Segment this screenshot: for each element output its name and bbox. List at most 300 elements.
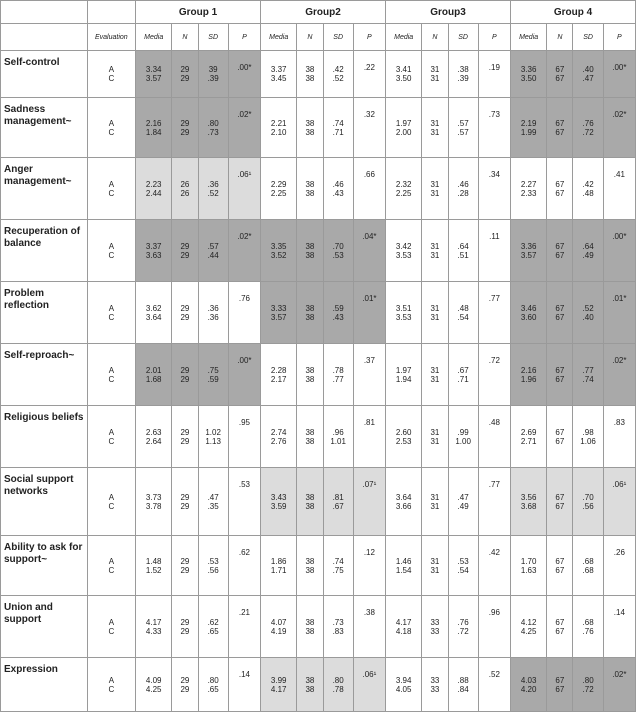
value-a: 1.46 xyxy=(395,556,412,566)
value-c: .40 xyxy=(582,312,594,322)
value-a: .67 xyxy=(457,365,469,375)
value-c: .49 xyxy=(457,501,469,511)
p-value-cell: .02* xyxy=(603,98,635,158)
value-c: 29 xyxy=(180,626,190,636)
value-c: 4.17 xyxy=(270,684,287,694)
value-a: 4.17 xyxy=(145,617,162,627)
value-a: 3.62 xyxy=(145,303,162,313)
value-a: 31 xyxy=(430,118,440,128)
value-c: 29 xyxy=(180,684,190,694)
value-a: 3.37 xyxy=(270,65,287,74)
row-label: Sadness management~ xyxy=(1,98,88,158)
value-a: .59 xyxy=(332,303,344,313)
row-label: Expression xyxy=(1,658,88,712)
value-a: 3.33 xyxy=(270,303,287,313)
media-cell xyxy=(136,406,172,468)
value-a: .42 xyxy=(332,65,344,74)
sd-cell xyxy=(198,51,228,98)
value-a: .57 xyxy=(457,118,469,128)
sd-cell xyxy=(323,658,353,712)
table-row xyxy=(1,344,636,406)
value-c: .77 xyxy=(332,374,344,384)
value-c: 3.50 xyxy=(395,74,412,83)
n-cell xyxy=(297,658,323,712)
n-cell xyxy=(297,468,323,536)
media-cell xyxy=(136,344,172,406)
value-a: .80 xyxy=(582,675,594,685)
value-c: 2.44 xyxy=(145,188,162,198)
n-cell xyxy=(297,51,323,98)
row-label: Problem reflection xyxy=(1,282,88,344)
value-a: 3.94 xyxy=(395,675,412,685)
value-c: .71 xyxy=(457,374,469,384)
value-c: .28 xyxy=(457,188,469,198)
value-a: 38 xyxy=(305,365,315,375)
n-cell xyxy=(297,98,323,158)
value-c: .52 xyxy=(207,188,219,198)
media-cell xyxy=(136,51,172,98)
sd-cell xyxy=(573,596,603,658)
evaluation-c: C xyxy=(108,626,115,636)
n-cell xyxy=(422,282,448,344)
sd-cell xyxy=(448,344,478,406)
value-c: 38 xyxy=(305,626,315,636)
value-a: 38 xyxy=(305,675,315,685)
value-c: 1.63 xyxy=(520,565,537,575)
value-c: 2.25 xyxy=(395,188,412,198)
media-cell xyxy=(261,51,297,98)
value-c: 1.68 xyxy=(145,374,162,384)
media-header: Media xyxy=(136,24,172,51)
p-value-cell: .00* xyxy=(603,51,635,98)
value-a: 3.99 xyxy=(270,675,287,685)
value-a: 26 xyxy=(180,179,190,189)
row-label: Self-reproach~ xyxy=(1,344,88,406)
n-cell xyxy=(172,406,198,468)
sd-cell xyxy=(573,282,603,344)
sd-cell xyxy=(573,344,603,406)
evaluation-a: A xyxy=(108,556,115,566)
media-cell xyxy=(261,406,297,468)
value-a: .70 xyxy=(332,241,344,251)
value-a: .80 xyxy=(207,118,219,128)
sd-cell xyxy=(323,406,353,468)
p-value-cell: .01* xyxy=(353,282,385,344)
evaluation-cell xyxy=(87,282,135,344)
value-a: 3.42 xyxy=(395,241,412,251)
corner-cell xyxy=(1,24,88,51)
n-header: N xyxy=(422,24,448,51)
row-label: Social support networks xyxy=(1,468,88,536)
value-c: .73 xyxy=(207,127,219,137)
value-c: 2.76 xyxy=(270,436,287,446)
media-cell xyxy=(386,220,422,282)
value-c: 4.20 xyxy=(520,684,537,694)
p-header: P xyxy=(353,24,385,51)
value-c: 1.06 xyxy=(580,436,596,446)
value-a: 29 xyxy=(180,492,190,502)
value-a: 67 xyxy=(555,617,565,627)
value-a: .68 xyxy=(582,556,594,566)
value-a: 1.97 xyxy=(395,118,412,128)
value-c: 3.63 xyxy=(145,250,162,260)
n-cell xyxy=(547,344,573,406)
value-c: 33 xyxy=(430,626,440,636)
value-c: 1.00 xyxy=(455,436,471,446)
value-c: .65 xyxy=(207,626,219,636)
value-a: 4.09 xyxy=(145,675,162,685)
sd-cell xyxy=(448,220,478,282)
value-c: 29 xyxy=(180,312,190,322)
sd-cell xyxy=(323,596,353,658)
n-cell xyxy=(297,406,323,468)
n-cell xyxy=(172,158,198,220)
n-cell xyxy=(297,220,323,282)
media-cell xyxy=(510,406,546,468)
value-a: 29 xyxy=(180,241,190,251)
p-value-cell: .83 xyxy=(603,406,635,468)
sd-cell xyxy=(198,344,228,406)
value-c: 3.50 xyxy=(520,74,537,83)
value-a: .36 xyxy=(207,303,219,313)
value-a: 29 xyxy=(180,303,190,313)
corner-cell xyxy=(1,1,88,24)
value-c: .43 xyxy=(332,312,344,322)
value-a: .53 xyxy=(207,556,219,566)
media-cell xyxy=(510,158,546,220)
value-a: 67 xyxy=(555,427,565,437)
value-c: 67 xyxy=(555,250,565,260)
value-a: 1.48 xyxy=(145,556,162,566)
value-a: 31 xyxy=(430,241,440,251)
n-cell xyxy=(172,596,198,658)
media-cell xyxy=(386,658,422,712)
corner-cell xyxy=(87,1,135,24)
n-cell xyxy=(297,596,323,658)
p-value-cell: .77 xyxy=(478,468,510,536)
value-c: .72 xyxy=(582,127,594,137)
value-a: .42 xyxy=(582,179,594,189)
value-a: 67 xyxy=(555,365,565,375)
value-a: 1.70 xyxy=(520,556,537,566)
value-c: .43 xyxy=(332,188,344,198)
evaluation-c: C xyxy=(108,565,115,575)
group-3-header: Group3 xyxy=(386,1,511,24)
value-a: .76 xyxy=(457,617,469,627)
n-cell xyxy=(172,658,198,712)
value-a: 31 xyxy=(430,427,440,437)
n-cell xyxy=(422,468,448,536)
table-row xyxy=(1,220,636,282)
sd-cell xyxy=(448,596,478,658)
sd-cell xyxy=(448,658,478,712)
value-c: .39 xyxy=(457,74,469,83)
n-cell xyxy=(422,220,448,282)
value-a: 38 xyxy=(305,492,315,502)
value-c: 2.00 xyxy=(395,127,412,137)
value-c: 31 xyxy=(430,312,440,322)
value-c: 31 xyxy=(430,127,440,137)
p-value-cell: .06¹ xyxy=(353,658,385,712)
p-header: P xyxy=(603,24,635,51)
value-a: .48 xyxy=(457,303,469,313)
n-cell xyxy=(547,468,573,536)
p-value-cell: .77 xyxy=(478,282,510,344)
value-a: 38 xyxy=(305,556,315,566)
p-value-cell: .76 xyxy=(228,282,260,344)
value-a: 67 xyxy=(555,492,565,502)
media-cell xyxy=(510,282,546,344)
value-a: .64 xyxy=(457,241,469,251)
evaluation-c: C xyxy=(108,501,115,511)
value-a: 31 xyxy=(430,303,440,313)
value-a: 38 xyxy=(305,617,315,627)
evaluation-cell xyxy=(87,51,135,98)
n-cell xyxy=(422,406,448,468)
media-cell xyxy=(261,344,297,406)
value-c: 3.52 xyxy=(270,250,287,260)
value-a: 4.17 xyxy=(395,617,412,627)
p-value-cell: .96 xyxy=(478,596,510,658)
n-cell xyxy=(172,468,198,536)
n-cell xyxy=(422,344,448,406)
media-cell xyxy=(510,98,546,158)
value-a: .47 xyxy=(207,492,219,502)
evaluation-cell xyxy=(87,468,135,536)
table-row xyxy=(1,468,636,536)
value-a: 3.56 xyxy=(520,492,537,502)
value-a: .96 xyxy=(332,427,344,437)
n-cell xyxy=(172,98,198,158)
n-cell xyxy=(422,51,448,98)
value-c: 29 xyxy=(180,501,190,511)
p-value-cell: .22 xyxy=(353,51,385,98)
value-a: 3.43 xyxy=(270,492,287,502)
n-cell xyxy=(297,536,323,596)
p-value-cell: .95 xyxy=(228,406,260,468)
value-c: 38 xyxy=(305,501,315,511)
value-c: 1.96 xyxy=(520,374,537,384)
media-cell xyxy=(510,344,546,406)
sd-cell xyxy=(573,658,603,712)
n-cell xyxy=(172,282,198,344)
p-value-cell: .02* xyxy=(603,344,635,406)
n-cell xyxy=(297,344,323,406)
media-cell xyxy=(261,282,297,344)
value-c: 29 xyxy=(180,565,190,575)
media-cell xyxy=(510,596,546,658)
value-c: 3.60 xyxy=(520,312,537,322)
value-c: 67 xyxy=(555,501,565,511)
sd-cell xyxy=(573,468,603,536)
value-c: 2.17 xyxy=(270,374,287,384)
p-value-cell: .37 xyxy=(353,344,385,406)
value-c: 3.59 xyxy=(270,501,287,511)
p-value-cell: .62 xyxy=(228,536,260,596)
value-c: 38 xyxy=(305,684,315,694)
sd-cell xyxy=(573,98,603,158)
p-value-cell: .12 xyxy=(353,536,385,596)
media-cell xyxy=(136,658,172,712)
value-a: 2.28 xyxy=(270,365,287,375)
n-cell xyxy=(172,344,198,406)
value-a: .81 xyxy=(332,492,344,502)
p-value-cell: .38 xyxy=(353,596,385,658)
media-cell xyxy=(136,596,172,658)
value-c: .59 xyxy=(207,374,219,384)
sd-cell xyxy=(198,406,228,468)
value-c: .54 xyxy=(457,312,469,322)
p-value-cell: .34 xyxy=(478,158,510,220)
value-c: 67 xyxy=(555,188,565,198)
value-a: .76 xyxy=(582,118,594,128)
evaluation-c: C xyxy=(108,684,115,694)
value-a: .99 xyxy=(457,427,469,437)
value-c: 3.64 xyxy=(145,312,162,322)
value-a: 2.23 xyxy=(145,179,162,189)
sd-cell xyxy=(323,344,353,406)
evaluation-c: C xyxy=(108,127,115,137)
value-a: 38 xyxy=(305,118,315,128)
media-cell xyxy=(510,51,546,98)
value-a: 2.29 xyxy=(270,179,287,189)
value-a: .68 xyxy=(582,617,594,627)
value-a: 3.36 xyxy=(520,65,537,74)
value-a: 4.03 xyxy=(520,675,537,685)
value-c: .71 xyxy=(332,127,344,137)
n-cell xyxy=(547,658,573,712)
value-c: 4.18 xyxy=(395,626,412,636)
p-value-cell: .02* xyxy=(603,658,635,712)
media-cell xyxy=(261,158,297,220)
p-value-cell: .00* xyxy=(228,344,260,406)
value-c: 1.71 xyxy=(270,565,287,575)
sd-cell xyxy=(448,98,478,158)
value-c: 67 xyxy=(555,312,565,322)
value-a: .80 xyxy=(207,675,219,685)
sd-cell xyxy=(323,158,353,220)
value-c: .65 xyxy=(207,684,219,694)
value-c: 31 xyxy=(430,565,440,575)
value-c: .72 xyxy=(582,684,594,694)
group-2-header: Group2 xyxy=(261,1,386,24)
n-header: N xyxy=(297,24,323,51)
sd-cell xyxy=(323,468,353,536)
table-row xyxy=(1,406,636,468)
n-cell xyxy=(172,220,198,282)
value-a: .62 xyxy=(207,617,219,627)
value-a: 67 xyxy=(555,675,565,685)
value-c: 3.53 xyxy=(395,250,412,260)
media-cell xyxy=(261,98,297,158)
table-row xyxy=(1,596,636,658)
value-c: 4.33 xyxy=(145,626,162,636)
media-cell xyxy=(510,658,546,712)
p-header: P xyxy=(478,24,510,51)
value-a: .38 xyxy=(457,65,469,74)
evaluation-cell xyxy=(87,596,135,658)
n-cell xyxy=(422,596,448,658)
value-c: .54 xyxy=(457,565,469,575)
value-c: 38 xyxy=(305,74,315,83)
value-a: 38 xyxy=(305,241,315,251)
value-c: 67 xyxy=(555,127,565,137)
evaluation-a: A xyxy=(108,65,115,74)
sd-cell xyxy=(198,468,228,536)
value-a: 38 xyxy=(305,65,315,74)
media-cell xyxy=(510,468,546,536)
value-a: .53 xyxy=(457,556,469,566)
p-value-cell: .00* xyxy=(603,220,635,282)
value-a: .40 xyxy=(582,65,594,74)
table-row xyxy=(1,658,636,712)
sd-cell xyxy=(573,220,603,282)
p-value-cell: .01* xyxy=(603,282,635,344)
value-a: .88 xyxy=(457,675,469,685)
value-a: 29 xyxy=(180,365,190,375)
value-c: 31 xyxy=(430,250,440,260)
p-value-cell: .52 xyxy=(478,658,510,712)
evaluation-a: A xyxy=(108,179,115,189)
media-cell xyxy=(136,468,172,536)
value-c: 29 xyxy=(180,436,190,446)
p-value-cell: .66 xyxy=(353,158,385,220)
value-c: .68 xyxy=(582,565,594,575)
media-cell xyxy=(136,282,172,344)
value-a: 38 xyxy=(305,179,315,189)
n-cell xyxy=(422,158,448,220)
value-c: 4.25 xyxy=(145,684,162,694)
evaluation-cell xyxy=(87,98,135,158)
sd-cell xyxy=(573,51,603,98)
p-value-cell: .81 xyxy=(353,406,385,468)
value-c: 38 xyxy=(305,127,315,137)
n-cell xyxy=(297,158,323,220)
media-cell xyxy=(386,158,422,220)
value-a: 38 xyxy=(305,427,315,437)
value-c: 4.05 xyxy=(395,684,412,694)
n-cell xyxy=(172,51,198,98)
n-cell xyxy=(547,536,573,596)
value-a: 39 xyxy=(208,65,218,74)
p-header: P xyxy=(228,24,260,51)
value-a: 67 xyxy=(555,556,565,566)
value-a: 2.21 xyxy=(270,118,287,128)
value-a: 33 xyxy=(430,617,440,627)
group-1-header: Group 1 xyxy=(136,1,261,24)
value-a: .80 xyxy=(332,675,344,685)
value-c: .57 xyxy=(457,127,469,137)
value-a: .98 xyxy=(582,427,594,437)
value-a: 2.19 xyxy=(520,118,537,128)
row-label: Ability to ask for support~ xyxy=(1,536,88,596)
value-c: 1.01 xyxy=(330,436,346,446)
value-a: 3.64 xyxy=(395,492,412,502)
sd-cell xyxy=(573,406,603,468)
p-value-cell: .04* xyxy=(353,220,385,282)
value-c: 67 xyxy=(555,436,565,446)
value-a: .74 xyxy=(332,556,344,566)
value-a: .46 xyxy=(332,179,344,189)
value-a: .57 xyxy=(207,241,219,251)
value-a: 31 xyxy=(430,556,440,566)
sd-cell xyxy=(198,158,228,220)
value-c: .83 xyxy=(332,626,344,636)
value-c: 1.52 xyxy=(145,565,162,575)
n-cell xyxy=(422,98,448,158)
value-c: 31 xyxy=(430,374,440,384)
value-a: 31 xyxy=(430,492,440,502)
